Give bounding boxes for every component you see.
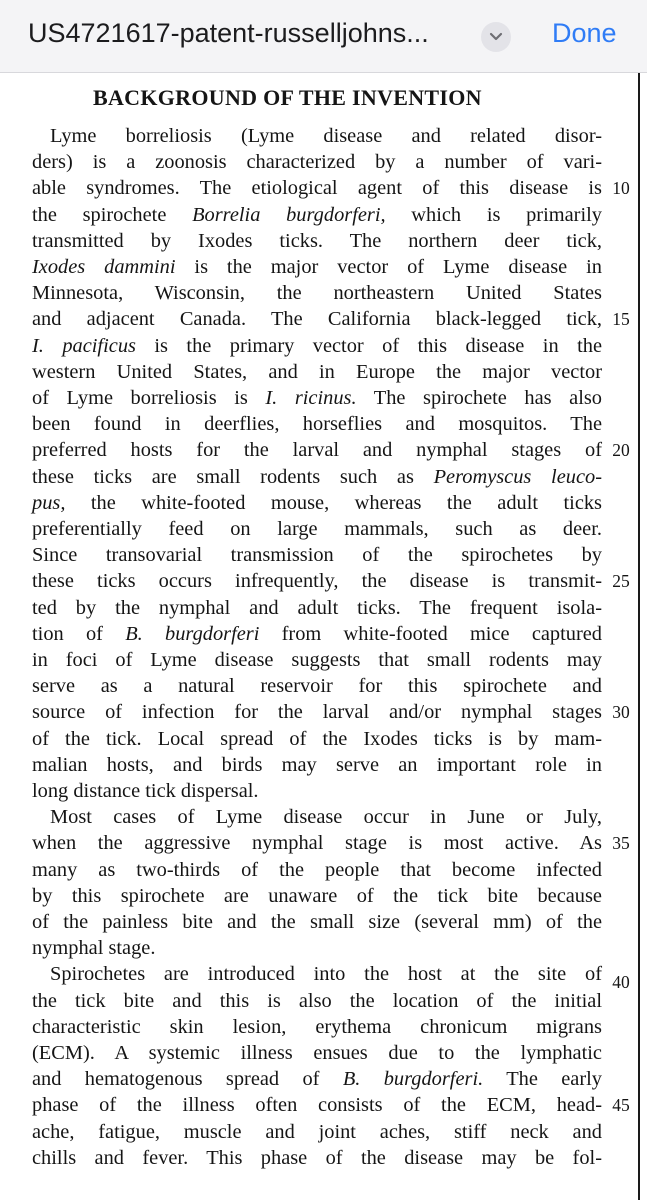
text-span: source of infection for the larval and/or nymphal stages (32, 701, 602, 724)
text-span: transmitted by Ixodes ticks. The northern deer tick, (32, 229, 602, 252)
text-line (32, 1014, 602, 1040)
text-span: characteristic skin lesion, erythema chronicum migrans (32, 1015, 602, 1038)
text-span: the white-footed mouse, whereas the adult ticks (65, 491, 602, 514)
text-span: Most cases of Lyme disease occur in June or July, (50, 806, 602, 829)
text-line (32, 464, 602, 490)
text-line (32, 542, 602, 568)
text-line (32, 647, 602, 673)
text-line (32, 1145, 602, 1171)
top-navigation-bar (0, 0, 647, 73)
text-line (32, 175, 602, 201)
text-line (32, 202, 602, 228)
text-span: Since transovarial transmission of the spirochetes by (32, 544, 602, 567)
text-line (32, 621, 602, 647)
section-heading: BACKGROUND OF THE INVENTION (93, 85, 482, 110)
text-span: The early (483, 1068, 602, 1091)
text-span: of Lyme borreliosis is (32, 387, 266, 409)
text-line (32, 673, 602, 699)
text-line (32, 909, 602, 935)
text-line (50, 804, 602, 830)
text-line (32, 1040, 602, 1066)
text-span: nymphal stage. (32, 937, 156, 960)
text-span: serve as a natural reservoir for this spirochete and (32, 675, 602, 698)
text-span: able syndromes. The etiological agent of this disease is (32, 177, 602, 200)
text-line (32, 1092, 602, 1118)
line-number: 40 (612, 972, 630, 993)
text-line (32, 516, 602, 542)
text-span: of the tick. Local spread of the Ixodes ticks is by mam- (32, 727, 602, 750)
text-line (32, 411, 602, 437)
text-span: and adjacent Canada. The California black-legged tick, (32, 308, 602, 331)
text-span: is the major vector of Lyme disease in (175, 256, 602, 278)
italic-text: pus, (32, 491, 66, 514)
text-span: Spirochetes are introduced into the host at the site of (50, 963, 602, 986)
line-number: 45 (612, 1095, 630, 1116)
line-number: 35 (612, 833, 630, 854)
text-span: malian hosts, and birds may serve an important role in (32, 753, 602, 776)
text-line (32, 306, 602, 332)
italic-text: I. ricinus. (265, 387, 357, 409)
text-span: in foci of Lyme disease suggests that small rodents may (32, 649, 602, 671)
text-span: The spirochete has also (356, 387, 602, 409)
text-span: and hematogenous spread of (32, 1068, 343, 1091)
text-line (32, 568, 602, 594)
chevron-down-icon (489, 32, 503, 42)
text-span: Minnesota, Wisconsin, the northeastern United States (32, 282, 602, 305)
line-number: 25 (612, 571, 630, 592)
text-span: when the aggressive nymphal stage is most active. As (32, 832, 602, 855)
text-span: phase of the illness often consists of the ECM, head- (32, 1094, 602, 1117)
text-line (32, 437, 602, 463)
text-span: the tick bite and this is also the location of the initial (32, 989, 602, 1012)
text-span: chills and fever. This phase of the disease may be fol- (32, 1146, 602, 1169)
italic-text: Borrelia burgdorferi, (192, 203, 386, 226)
text-line (32, 490, 602, 516)
line-number: 30 (612, 702, 630, 723)
title-menu-button[interactable] (481, 22, 511, 52)
italic-text: B. burgdorferi. (342, 1068, 484, 1091)
done-button[interactable]: Done (552, 18, 617, 48)
text-line (32, 385, 602, 411)
text-span: ders) is a zoonosis characterized by a number of vari- (32, 151, 602, 174)
text-span: these ticks occurs infrequently, the disease is transmit- (32, 570, 602, 593)
text-line (50, 123, 602, 149)
text-span: these ticks are small rodents such as (32, 465, 434, 488)
text-span: Lyme borreliosis (Lyme disease and related disor- (50, 125, 602, 147)
text-line (32, 1119, 602, 1145)
text-span: been found in deerflies, horseflies and mosquitos. The (32, 413, 602, 436)
text-line (32, 333, 602, 359)
text-span: from white-footed mice captured (259, 622, 603, 645)
text-span: (ECM). A systemic illness ensues due to the lymphatic (32, 1042, 602, 1064)
text-line (32, 595, 602, 621)
text-span: long distance tick dispersal. (32, 780, 259, 802)
text-span: ted by the nymphal and adult ticks. The frequent isola- (32, 596, 602, 619)
text-line (32, 883, 602, 909)
page-edge (638, 73, 640, 1200)
text-span: preferred hosts for the larval and nymphal stages of (32, 439, 602, 462)
text-line (32, 228, 602, 254)
text-span: ache, fatigue, muscle and joint aches, stiff neck and (32, 1120, 602, 1143)
document-page[interactable] (0, 73, 647, 1200)
text-line (32, 149, 602, 175)
text-line (32, 254, 602, 280)
italic-text: B. burgdorferi (125, 622, 260, 645)
text-line (32, 935, 602, 961)
document-title: US4721617-patent-russelljohns... (28, 18, 429, 48)
text-span: many as two-thirds of the people that become infected (32, 858, 602, 881)
text-span: tion of (32, 622, 126, 645)
line-number: 10 (612, 178, 630, 199)
text-line (32, 830, 602, 856)
text-line (32, 726, 602, 752)
text-span: the spirochete (32, 203, 193, 226)
line-number: 15 (612, 309, 630, 330)
text-line (32, 752, 602, 778)
text-span: western United States, and in Europe the major vector (32, 360, 602, 383)
italic-text: Peromyscus leuco- (433, 465, 602, 488)
text-line (32, 280, 602, 306)
text-line (50, 961, 602, 987)
text-span: by this spirochete are unaware of the tick bite because (32, 884, 602, 907)
text-span: is the primary vector of this disease in the (135, 334, 603, 357)
text-span: of the painless bite and the small size (several mm) of the (32, 911, 602, 933)
text-line (32, 857, 602, 883)
text-line (32, 699, 602, 725)
text-span: which is primarily (385, 203, 602, 226)
text-span: preferentially feed on large mammals, such as deer. (32, 518, 602, 540)
italic-text: I. pacificus (32, 334, 136, 357)
text-line (32, 1066, 602, 1092)
text-line (32, 988, 602, 1014)
text-line (32, 778, 602, 804)
text-line (32, 359, 602, 385)
italic-text: Ixodes dammini (32, 256, 176, 278)
line-number: 20 (612, 440, 630, 461)
